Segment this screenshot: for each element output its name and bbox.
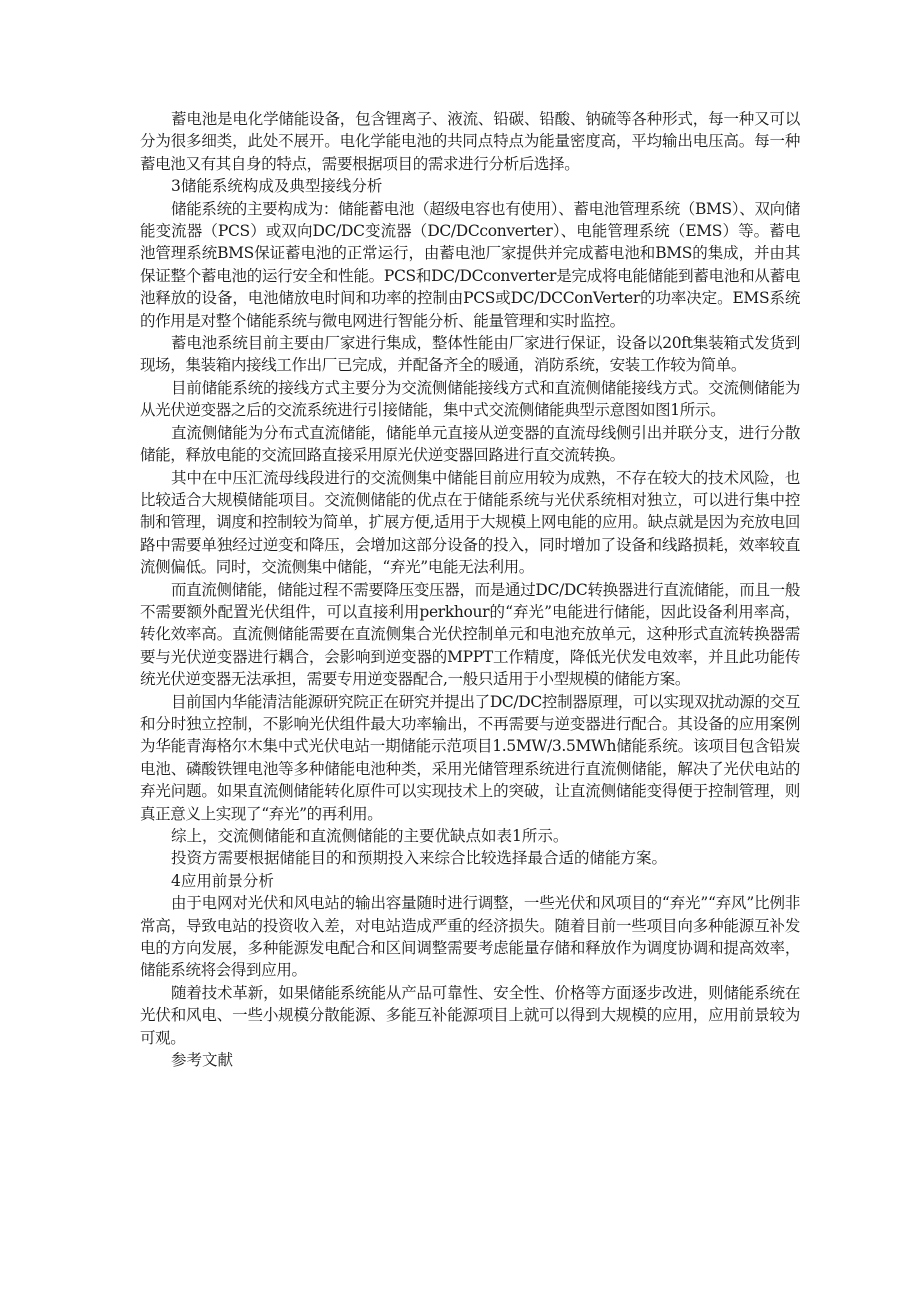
paragraph-wiring-methods: 目前储能系统的接线方式主要分为交流侧储能接线方式和直流侧储能接线方式。交流侧储能为从光伏逆变器之后的交流系统进行引接储能，集中式交流侧储能典型示意图如图1所示。 <box>140 378 800 420</box>
paragraph-investor-choice: 投资方需要根据储能目的和预期投入来综合比较选择最合适的储能方案。 <box>171 849 668 868</box>
paragraph-system-composition: 储能系统的主要构成为：储能蓄电池（超级电容也有使用）、蓄电池管理系统（BMS）、双向储能变流器（PCS）或双向DC/DC变流器（DC/DCconverter）、电能管理系统（EMS）等。蓄电池管理系统BMS保证蓄电池的正常运行，由蓄电池厂家提供并完成蓄电池和BMS的集成，并由其保证整个蓄电池的运行安全和性能。PCS和DC/DCconverter是完成将电能储能到蓄电池和从蓄电池释放的设备，电池储放电时间和功率的控制由PCS或DC/DCConVerter的功率决定。EMS系统的作用是对整个储能系统与微电网进行智能分析、能量管理和实时监控。 <box>140 199 800 330</box>
paragraph-battery-intro: 蓄电池是电化学储能设备，包含锂离子、液流、铅碳、铅酸、钠硫等各种形式，每一种又可以分为很多细类，此处不展开。电化学能电池的共同点特点为能量密度高，平均输出电压高。每一种蓄电池又有其自身的特点，需要根据项目的需求进行分析后选择。 <box>140 110 800 173</box>
paragraph-future-outlook: 随着技术革新，如果储能系统能从产品可靠性、安全性、价格等方面逐步改进，则储能系统在光伏和风电、一些小规模分散能源、多能互补能源项目上就可以得到大规模的应用，应用前景较为可观。 <box>140 983 800 1047</box>
document-body <box>140 108 800 1071</box>
references-heading: 参考文献 <box>171 1051 234 1070</box>
paragraph-grid-curtailment: 由于电网对光伏和风电站的输出容量随时进行调整，一些光伏和风项目的“弃光”“弃风”比例非常高，导致电站的投资收入差，对电站造成严重的经济损失。随着目前一些项目向多种能源互补发电的方向发展，多种能源发电配合和区间调整需要考虑能量存储和释放作为调度协调和提高效率，储能系统将会得到应用。 <box>140 894 800 980</box>
section-heading-3: 3储能系统构成及典型接线分析 <box>171 177 383 196</box>
paragraph-dc-side-storage: 直流侧储能为分布式直流储能，储能单元直接从逆变器的直流母线侧引出并联分支，进行分散储能，释放电能的交流回路直接采用原光伏逆变器回路进行直交流转换。 <box>140 423 800 465</box>
paragraph-battery-integration: 蓄电池系统目前主要由厂家进行集成，整体性能由厂家进行保证，设备以20ft集装箱式发货到现场，集装箱内接线工作出厂已完成，并配备齐全的暖通，消防系统，安装工作较为简单。 <box>140 334 800 375</box>
paragraph-ac-side-pros-cons: 其中在中压汇流母线段进行的交流侧集中储能目前应用较为成熟，不存在较大的技术风险，也比较适合大规模储能项目。交流侧储能的优点在于储能系统与光伏系统相对独立，可以进行集中控制和管理，调度和控制较为简单，扩展方便,适用于大规模上网电能的应用。缺点就是因为充放电回路中需要单独经过逆变和降压，会增加这部分设备的投入，同时增加了设备和线路损耗，效率较直流侧偏低。同时，交流侧集中储能，“弃光”电能无法利用。 <box>140 468 800 577</box>
paragraph-huaneng-case: 目前国内华能清洁能源研究院正在研究并提出了DC/DC控制器原理，可以实现双扰动源的交互和分时独立控制，不影响光伏组件最大功率输出，不再需要与逆变器进行配合。其设备的应用案例为华能青海格尔木集中式光伏电站一期储能示范项目1.5MW/3.5MWh储能系统。该项目包含铅炭电池、磷酸铁锂电池等多种储能电池种类，采用光储管理系统进行直流侧储能，解决了光伏电站的弃光问题。如果直流侧储能转化原件可以实现技术上的突破，让直流侧储能变得便于控制管理，则真正意义上实现了“弃光”的再利用。 <box>140 692 800 823</box>
paragraph-dc-side-pros-cons: 而直流侧储能，储能过程不需要降压变压器，而是通过DC/DC转换器进行直流储能，而且一般不需要额外配置光伏组件，可以直接利用perkhour的“弃光”电能进行储能，因此设备利用率高，转化效率高。直流侧储能需要在直流侧集合光伏控制单元和电池充放单元，这种形式直流转换器需要与光伏逆变器进行耦合，会影响到逆变器的MPPT工作精度，降低光伏发电效率，并且此功能传统光伏逆变器无法承担，需要专用逆变器配合,一般只适用于小型规模的储能方案。 <box>140 580 800 689</box>
section-heading-4: 4应用前景分析 <box>171 871 274 890</box>
paragraph-summary-table-ref: 综上，交流侧储能和直流侧储能的主要优缺点如表1所示。 <box>171 827 569 845</box>
